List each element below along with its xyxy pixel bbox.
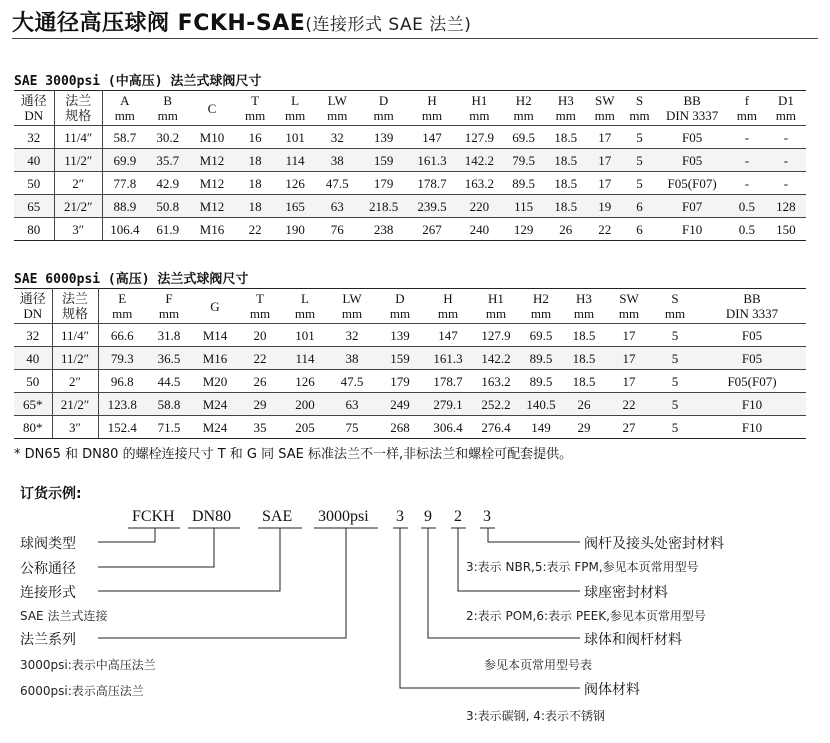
table-cell: 17 [587, 172, 623, 195]
table-cell: 218.5 [359, 195, 407, 218]
table-cell: 18.5 [545, 195, 587, 218]
table-cell: 18 [235, 172, 275, 195]
table-cell: 50 [14, 172, 54, 195]
table-cell: F05 [656, 126, 728, 149]
table-cell: 140.5 [520, 393, 562, 416]
table-cell: 11/2″ [52, 347, 98, 370]
table-cell: 17 [587, 126, 623, 149]
table-cell: 32 [14, 324, 52, 347]
column-header-unit: mm [573, 306, 595, 321]
table-cell: F10 [698, 416, 806, 439]
table-cell: 80* [14, 416, 52, 439]
table-cell: 69.5 [503, 126, 545, 149]
table-cell: 147 [424, 324, 472, 347]
table-cell: 106.4 [102, 218, 146, 241]
table-cell: F05(F07) [698, 370, 806, 393]
column-header-unit: DIN 3337 [665, 108, 719, 123]
table-cell: 35 [238, 416, 282, 439]
table2-heading: SAE 6000psi (高压) 法兰式球阀尺寸 [14, 272, 249, 287]
table-cell: 47.5 [315, 172, 359, 195]
table-cell: 179 [376, 370, 424, 393]
table-cell: 240 [456, 218, 502, 241]
column-header-unit: mm [629, 108, 650, 123]
title-main: 大通径高压球阀 FCKH-SAE [12, 11, 306, 36]
table-cell: 17 [606, 347, 652, 370]
table-cell: 18.5 [562, 324, 606, 347]
column-header-name: D [395, 291, 405, 306]
table-cell: M12 [189, 195, 235, 218]
column-header-unit: mm [341, 306, 363, 321]
table-cell: 142.2 [456, 149, 502, 172]
table-cell: 239.5 [408, 195, 456, 218]
column-header-unit: mm [736, 108, 757, 123]
table-cell: 115 [503, 195, 545, 218]
table-cell: 127.9 [456, 126, 502, 149]
note-stem-seal: 3:表示 NBR,5:表示 FPM,参见本页常用型号 [466, 560, 699, 574]
table-cell: 29 [238, 393, 282, 416]
label-body-material: 阀体材料 [584, 682, 640, 698]
table-cell: 88.9 [102, 195, 146, 218]
table-cell: 114 [275, 149, 315, 172]
column-header-unit: mm [485, 306, 507, 321]
column-header-name: H3 [576, 291, 592, 306]
column-header-name: 通径 [19, 291, 46, 306]
table-cell: M14 [192, 324, 238, 347]
table-cell: 178.7 [424, 370, 472, 393]
column-header-name: D1 [777, 93, 794, 108]
column-header-unit: mm [294, 306, 316, 321]
table-cell: 2″ [52, 370, 98, 393]
table-cell: 142.2 [472, 347, 520, 370]
table-cell: F05 [698, 324, 806, 347]
table-cell: 42.9 [147, 172, 189, 195]
table-cell: 5 [652, 416, 698, 439]
table-cell: 6 [623, 218, 657, 241]
table-cell: 279.1 [424, 393, 472, 416]
table-cell: 30.2 [147, 126, 189, 149]
column-header-name: H2 [533, 291, 549, 306]
table-cell: F05 [656, 149, 728, 172]
table-cell: 161.3 [408, 149, 456, 172]
table-cell: 11/4″ [52, 324, 98, 347]
table-cell: - [766, 149, 806, 172]
table-cell: 31.8 [146, 324, 192, 347]
table-cell: 89.5 [503, 172, 545, 195]
label-valve-type: 球阀类型 [20, 536, 76, 552]
column-header-unit: mm [157, 108, 178, 123]
column-header-name: SW [594, 93, 615, 108]
table-cell: 0.5 [728, 218, 766, 241]
table-cell: 178.7 [408, 172, 456, 195]
table-cell: 126 [275, 172, 315, 195]
table-cell: 27 [606, 416, 652, 439]
table-cell: 139 [359, 126, 407, 149]
table-cell: 17 [606, 370, 652, 393]
column-header-name: H [443, 291, 453, 306]
column-header-name: SW [619, 291, 639, 306]
table-cell: 5 [652, 324, 698, 347]
note-body-material: 3:表示碳钢, 4:表示不锈钢 [466, 709, 605, 723]
column-header-unit: DN [24, 108, 44, 123]
note-3000psi: 3000psi:表示中高压法兰 [20, 658, 156, 672]
table-cell: - [728, 149, 766, 172]
column-header-unit: mm [618, 306, 640, 321]
table-cell: - [766, 172, 806, 195]
table-cell: 18.5 [562, 370, 606, 393]
table-cell: 22 [235, 218, 275, 241]
table-cell: 139 [376, 324, 424, 347]
label-nominal-diameter: 公称通径 [20, 561, 76, 577]
column-header-unit: mm [112, 306, 133, 321]
table-cell: 2″ [54, 172, 102, 195]
table-cell: 26 [238, 370, 282, 393]
table-cell: 149 [520, 416, 562, 439]
table-cell: M16 [192, 347, 238, 370]
table-cell: 161.3 [424, 347, 472, 370]
table-cell: 22 [587, 218, 623, 241]
table-cell: 80 [14, 218, 54, 241]
table-cell: 129 [503, 218, 545, 241]
table-cell: M16 [189, 218, 235, 241]
column-header-unit: mm [249, 306, 271, 321]
column-header-unit: 规格 [61, 306, 88, 321]
table-cell: 38 [328, 347, 376, 370]
column-header-name: 法兰 [61, 291, 88, 306]
table-cell: 69.5 [520, 324, 562, 347]
label-stem-seal-material: 阀杆及接头处密封材料 [584, 536, 724, 552]
table-cell: 77.8 [102, 172, 146, 195]
table-cell: 32 [315, 126, 359, 149]
table-cell: - [728, 126, 766, 149]
table-cell: 126 [282, 370, 328, 393]
table-cell: 18.5 [562, 347, 606, 370]
column-header-name: E [118, 291, 127, 306]
table-cell: 35.7 [147, 149, 189, 172]
table-cell: 26 [545, 218, 587, 241]
label-ball-stem-material: 球体和阀杆材料 [584, 632, 682, 648]
column-header-name: L [291, 93, 300, 108]
table-cell: 66.6 [98, 324, 146, 347]
column-header-unit: 规格 [65, 108, 92, 123]
table-cell: 163.2 [472, 370, 520, 393]
table-cell: 17 [587, 149, 623, 172]
table-cell: 79.5 [503, 149, 545, 172]
footnote: * DN65 和 DN80 的螺栓连接尺寸 T 和 G 同 SAE 标准法兰不一样,非标法兰和螺栓可配套提供。 [14, 447, 573, 462]
code-connection: SAE [262, 508, 293, 525]
table-cell: M10 [189, 126, 235, 149]
table-cell: 58.7 [102, 126, 146, 149]
table-cell: 17 [606, 324, 652, 347]
column-header-name: H3 [557, 93, 574, 108]
table-cell: 18 [235, 149, 275, 172]
note-seat-seal: 2:表示 POM,6:表示 PEEK,参见本页常用型号 [466, 609, 706, 623]
table-cell: M24 [192, 393, 238, 416]
table-cell: 205 [282, 416, 328, 439]
table-cell: 16 [235, 126, 275, 149]
table-cell: 38 [315, 149, 359, 172]
table-cell: 47.5 [328, 370, 376, 393]
table-cell: 61.9 [147, 218, 189, 241]
table-cell: 190 [275, 218, 315, 241]
column-header-name: BB [743, 291, 761, 306]
table-cell: 65 [14, 195, 54, 218]
column-header-unit: mm [245, 108, 266, 123]
column-header-unit: mm [373, 108, 394, 123]
column-header-name: H [427, 93, 437, 108]
table-cell: 159 [376, 347, 424, 370]
table-cell: 65* [14, 393, 52, 416]
column-header-name: T [256, 291, 264, 306]
code-dn: DN80 [192, 508, 232, 525]
column-header-unit: DIN 3337 [725, 306, 779, 321]
table-cell: 3″ [52, 416, 98, 439]
table-cell: 101 [282, 324, 328, 347]
column-header-name: f [744, 93, 750, 108]
table-cell: 5 [623, 172, 657, 195]
table-cell: 5 [652, 370, 698, 393]
table-cell: 18.5 [545, 126, 587, 149]
table-cell: 36.5 [146, 347, 192, 370]
column-header-unit: mm [594, 108, 615, 123]
table-cell: 200 [282, 393, 328, 416]
table-cell: 147 [408, 126, 456, 149]
column-header-unit: mm [513, 108, 534, 123]
table-cell: 306.4 [424, 416, 472, 439]
table1-heading: SAE 3000psi (中高压) 法兰式球阀尺寸 [14, 74, 262, 89]
table-cell: 159 [359, 149, 407, 172]
column-header-name: H1 [488, 291, 504, 306]
table-cell: 127.9 [472, 324, 520, 347]
table-cell: 89.5 [520, 347, 562, 370]
column-header-name: LW [342, 291, 362, 306]
table-cell: 5 [652, 393, 698, 416]
table-cell: 3″ [54, 218, 102, 241]
table-cell: 5 [623, 149, 657, 172]
column-header-unit: mm [389, 306, 411, 321]
table-cell: 26 [562, 393, 606, 416]
column-header-unit: DN [23, 306, 43, 321]
code-stem-seal: 3 [483, 508, 491, 525]
table-cell: 128 [766, 195, 806, 218]
table-cell: 79.3 [98, 347, 146, 370]
table-cell: F10 [656, 218, 728, 241]
table-cell: M24 [192, 416, 238, 439]
table-cell: 19 [587, 195, 623, 218]
table-cell: 252.2 [472, 393, 520, 416]
label-connection-type: 连接形式 [20, 585, 76, 601]
code-type: FCKH [132, 508, 175, 525]
table-cell: 76 [315, 218, 359, 241]
table-cell: M12 [189, 149, 235, 172]
column-header-name: B [163, 93, 173, 108]
column-header-unit: mm [158, 306, 180, 321]
label-flange-series: 法兰系列 [20, 632, 76, 648]
table-cell: 11/2″ [54, 149, 102, 172]
table-cell: 163.2 [456, 172, 502, 195]
column-header-unit: mm [114, 108, 135, 123]
table-cell: 29 [562, 416, 606, 439]
table-cell: 0.5 [728, 195, 766, 218]
table-cell: 22 [606, 393, 652, 416]
table-cell: 238 [359, 218, 407, 241]
table-cell: 32 [328, 324, 376, 347]
table-cell: 18.5 [545, 172, 587, 195]
table-cell: 18 [235, 195, 275, 218]
table-cell: M20 [192, 370, 238, 393]
column-header-unit: mm [327, 108, 348, 123]
table-cell: 22 [238, 347, 282, 370]
table-cell: 6 [623, 195, 657, 218]
column-header-unit: mm [664, 306, 686, 321]
table-cell: 75 [328, 416, 376, 439]
table-cell: F10 [698, 393, 806, 416]
column-header-name: 通径 [20, 93, 47, 108]
table-cell: - [728, 172, 766, 195]
table-cell: F05 [698, 347, 806, 370]
table-cell: 5 [623, 126, 657, 149]
table-cell: 249 [376, 393, 424, 416]
table-cell: 50 [14, 370, 52, 393]
column-header-unit: mm [285, 108, 306, 123]
table-cell: 276.4 [472, 416, 520, 439]
table-cell: 11/4″ [54, 126, 102, 149]
label-seat-seal-material: 球座密封材料 [584, 585, 668, 601]
table-cell: 165 [275, 195, 315, 218]
column-header-name: BB [683, 93, 701, 108]
table-cell: 150 [766, 218, 806, 241]
table-cell: 114 [282, 347, 328, 370]
table-cell: 101 [275, 126, 315, 149]
column-header-name: D [378, 93, 389, 108]
table-cell: 40 [14, 347, 52, 370]
note-sae-flange: SAE 法兰式连接 [20, 609, 108, 623]
title-sub: (连接形式 SAE 法兰) [305, 15, 472, 35]
table-cell: 96.8 [98, 370, 146, 393]
table-cell: 152.4 [98, 416, 146, 439]
table-cell: F05(F07) [656, 172, 728, 195]
table-cell: 21/2″ [54, 195, 102, 218]
code-body-material: 3 [396, 508, 404, 525]
code-seat-seal: 2 [454, 508, 462, 525]
code-pressure: 3000psi [318, 508, 369, 525]
table-cell: 179 [359, 172, 407, 195]
table-cell: 63 [328, 393, 376, 416]
table-cell: 21/2″ [52, 393, 98, 416]
table-cell: F07 [656, 195, 728, 218]
column-header-name: S [671, 291, 679, 306]
order-example-title: 订货示例: [20, 486, 82, 502]
table-cell: - [766, 126, 806, 149]
code-ball-material: 9 [424, 508, 432, 525]
column-header-name: S [635, 93, 644, 108]
table-cell: 5 [652, 347, 698, 370]
table-cell: 69.9 [102, 149, 146, 172]
table-cell: 20 [238, 324, 282, 347]
column-header-name: L [301, 291, 309, 306]
column-header-name: G [210, 298, 220, 314]
column-header-unit: mm [555, 108, 576, 123]
table-cell: 44.5 [146, 370, 192, 393]
column-header-name: LW [327, 93, 347, 108]
table-cell: 123.8 [98, 393, 146, 416]
column-header-unit: mm [437, 306, 459, 321]
note-ball-stem: 参见本页常用型号表 [484, 658, 593, 672]
column-header-name: A [120, 93, 130, 108]
column-header-name: H1 [471, 93, 488, 108]
table-cell: 89.5 [520, 370, 562, 393]
table-cell: 220 [456, 195, 502, 218]
table-cell: 18.5 [545, 149, 587, 172]
table-cell: 63 [315, 195, 359, 218]
table-cell: 32 [14, 126, 54, 149]
table-cell: 267 [408, 218, 456, 241]
note-6000psi: 6000psi:表示高压法兰 [20, 684, 144, 698]
column-header-name: T [251, 93, 260, 108]
table-cell: 268 [376, 416, 424, 439]
table-cell: 58.8 [146, 393, 192, 416]
column-header-unit: mm [530, 306, 552, 321]
column-header-name: F [165, 291, 173, 306]
table-cell: 40 [14, 149, 54, 172]
column-header-name: C [207, 100, 217, 116]
table-cell: 50.8 [147, 195, 189, 218]
table-cell: 71.5 [146, 416, 192, 439]
column-header-unit: mm [775, 108, 797, 123]
column-header-unit: mm [469, 108, 490, 123]
column-header-unit: mm [421, 108, 443, 123]
column-header-name: 法兰 [65, 93, 92, 108]
column-header-name: H2 [515, 93, 532, 108]
table-cell: M12 [189, 172, 235, 195]
